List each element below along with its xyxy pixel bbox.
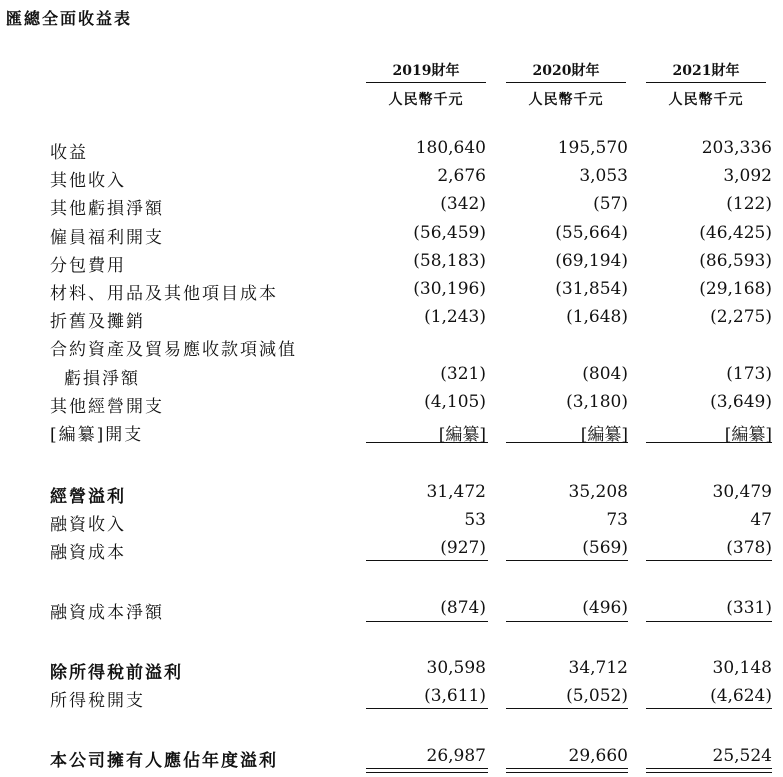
value-2019: 30,598	[426, 658, 486, 678]
value-2021: 3,092	[723, 166, 772, 186]
table-row	[0, 510, 783, 536]
subtotal-rule	[506, 621, 628, 622]
subtotal-rule	[506, 708, 628, 709]
value-2021: (29,168)	[699, 279, 772, 299]
subtotal-rule	[366, 708, 488, 709]
value-2021: (2,275)	[710, 307, 772, 327]
value-2019: (56,459)	[413, 223, 486, 243]
subtotal-rule	[366, 442, 488, 443]
value-2019: (342)	[440, 194, 486, 214]
column-unit: 人民幣千元	[388, 92, 464, 108]
value-2021: 30,479	[712, 482, 772, 502]
value-2021: (122)	[726, 194, 772, 214]
column-header-2019	[366, 60, 486, 109]
column-year: 2021財年	[646, 60, 766, 83]
table-row	[0, 335, 783, 361]
table-row	[0, 482, 783, 508]
value-2019: 180,640	[415, 138, 486, 158]
table-row	[0, 307, 783, 333]
total-double-rule	[506, 768, 628, 773]
value-2019: (927)	[440, 538, 486, 558]
total-double-rule	[646, 768, 772, 773]
subtotal-rule	[646, 708, 772, 709]
value-2021: [編纂]	[724, 425, 772, 445]
value-2020: (3,180)	[566, 392, 628, 412]
subtotal-rule	[506, 442, 628, 443]
row-label: 合約資產及貿易應收款項減值	[50, 340, 297, 360]
value-2021: (378)	[726, 538, 772, 558]
value-2019: (30,196)	[413, 279, 486, 299]
value-2021: (331)	[726, 598, 772, 618]
column-unit: 人民幣千元	[528, 92, 604, 108]
row-label: 除所得稅前溢利	[50, 663, 183, 683]
row-label: 融資收入	[50, 515, 126, 535]
value-2021: (3,649)	[710, 392, 772, 412]
value-2019: 53	[464, 510, 486, 530]
value-2020: 73	[606, 510, 628, 530]
value-2020: 34,712	[568, 658, 628, 678]
subtotal-rule	[646, 621, 772, 622]
value-2020: (804)	[582, 364, 628, 384]
row-label: 分包費用	[50, 256, 126, 276]
table-row	[0, 223, 783, 249]
column-header-2021	[646, 60, 766, 109]
value-2019: 31,472	[426, 482, 486, 502]
value-2019: [編纂]	[438, 425, 486, 445]
value-2021: (86,593)	[699, 251, 772, 271]
value-2019: (1,243)	[424, 307, 486, 327]
row-label: 虧損淨額	[64, 369, 140, 389]
value-2021: 203,336	[701, 138, 772, 158]
value-2021: (46,425)	[699, 223, 772, 243]
total-double-rule	[366, 768, 488, 773]
table-row	[0, 166, 783, 192]
row-label: 材料、用品及其他項目成本	[50, 284, 278, 304]
row-label: 其他虧損淨額	[50, 199, 164, 219]
value-2020: (57)	[593, 194, 628, 214]
value-2020: 29,660	[568, 746, 628, 766]
row-label: 收益	[50, 143, 88, 163]
value-2019: (3,611)	[424, 686, 486, 706]
subtotal-rule	[366, 560, 488, 561]
value-2019: 26,987	[426, 746, 486, 766]
subtotal-rule	[646, 560, 772, 561]
value-2020: 195,570	[557, 138, 628, 158]
table-row	[0, 392, 783, 418]
table-row	[0, 138, 783, 164]
value-2020: (31,854)	[555, 279, 628, 299]
column-year: 2020財年	[506, 60, 626, 83]
row-label: 其他經營開支	[50, 397, 164, 417]
value-2020: 35,208	[568, 482, 628, 502]
value-2020: (5,052)	[566, 686, 628, 706]
value-2020: (69,194)	[555, 251, 628, 271]
value-2019: (321)	[440, 364, 486, 384]
value-2019: (58,183)	[413, 251, 486, 271]
value-2020: (569)	[582, 538, 628, 558]
value-2020: 3,053	[579, 166, 628, 186]
value-2020: (1,648)	[566, 307, 628, 327]
row-label: 本公司擁有人應佔年度溢利	[50, 751, 278, 771]
subtotal-rule	[506, 560, 628, 561]
row-label: [編纂]開支	[50, 425, 144, 445]
page-title: 匯總全面收益表	[6, 9, 133, 28]
table-row	[0, 364, 783, 390]
column-year: 2019財年	[366, 60, 486, 83]
row-label: 所得稅開支	[50, 691, 145, 711]
value-2019: 2,676	[437, 166, 486, 186]
subtotal-rule	[646, 442, 772, 443]
value-2020: [編纂]	[580, 425, 628, 445]
table-row	[0, 251, 783, 277]
row-label: 融資成本淨額	[50, 603, 164, 623]
value-2021: (173)	[726, 364, 772, 384]
table-row	[0, 194, 783, 220]
row-label: 僱員福利開支	[50, 228, 164, 248]
value-2020: (496)	[582, 598, 628, 618]
table-row	[0, 279, 783, 305]
value-2019: (874)	[440, 598, 486, 618]
row-label: 折舊及攤銷	[50, 312, 145, 332]
value-2021: 47	[750, 510, 772, 530]
value-2020: (55,664)	[555, 223, 628, 243]
column-header-2020	[506, 60, 626, 109]
column-unit: 人民幣千元	[668, 92, 744, 108]
row-label: 其他收入	[50, 171, 126, 191]
row-label: 融資成本	[50, 543, 126, 563]
value-2021: 30,148	[712, 658, 772, 678]
value-2021: (4,624)	[710, 686, 772, 706]
table-row	[0, 658, 783, 684]
subtotal-rule	[366, 621, 488, 622]
value-2021: 25,524	[712, 746, 772, 766]
value-2019: (4,105)	[424, 392, 486, 412]
row-label: 經營溢利	[50, 487, 126, 507]
